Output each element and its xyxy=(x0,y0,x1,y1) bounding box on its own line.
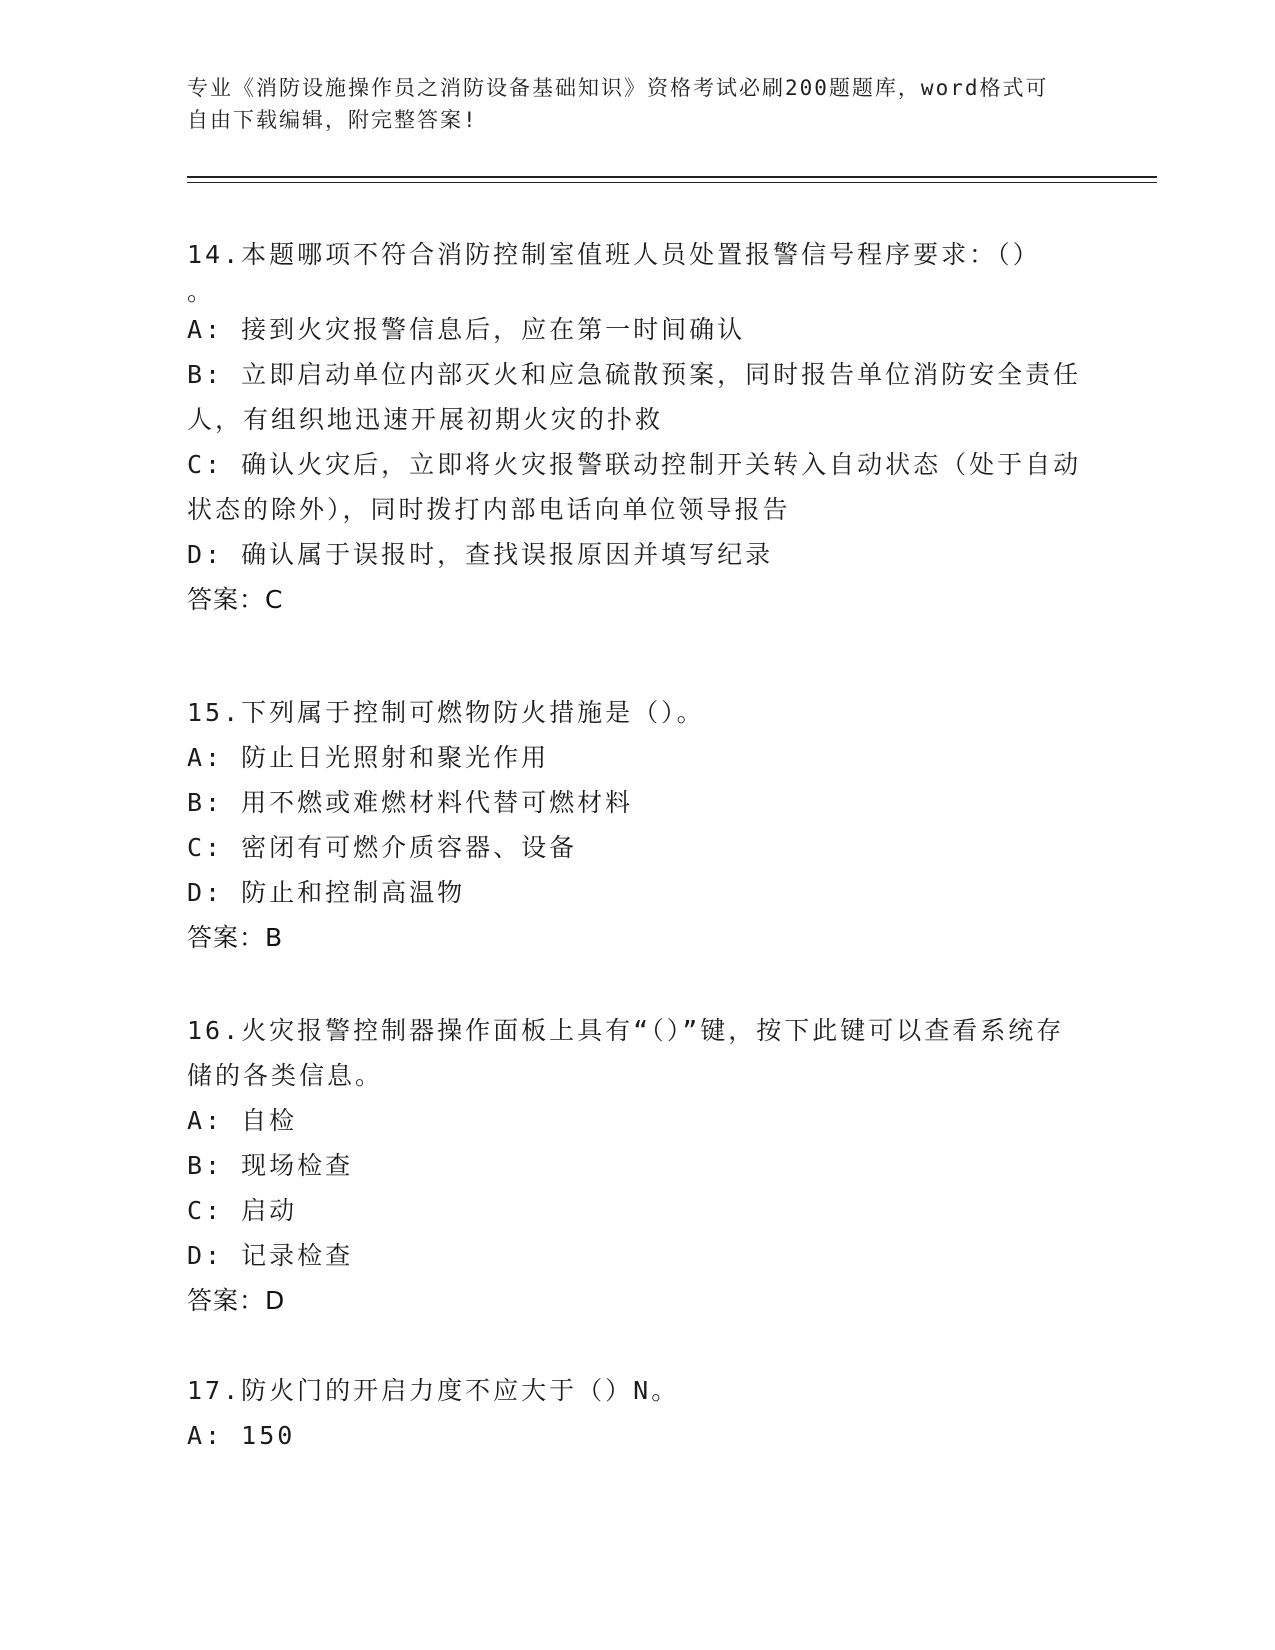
option-b: B: 立即启动单位内部灭火和应急硫散预案，同时报告单位消防安全责任人，有组织地迅速开展初期火灾的扑救 xyxy=(187,360,1082,434)
answer-label: 答案：B xyxy=(187,923,284,952)
document-intro: 专业《消防设施操作员之消防设备基础知识》资格考试必刷200题题库，word格式可自由下载编辑，附完整答案! xyxy=(187,76,1049,132)
option-c: C: 密闭有可燃介质容器、设备 xyxy=(187,833,578,862)
header-divider-top xyxy=(187,176,1157,178)
question-17 xyxy=(187,1368,1087,1458)
option-d: D: 记录检查 xyxy=(187,1241,354,1270)
header-divider-bottom xyxy=(187,182,1157,183)
question-stem: 14.本题哪项不符合消防控制室值班人员处置报警信号程序要求：（） xyxy=(187,240,1041,269)
option-a: A: 自检 xyxy=(187,1106,298,1135)
option-b: B: 用不燃或难燃材料代替可燃材料 xyxy=(187,788,634,817)
question-stem: 16.火灾报警控制器操作面板上具有“（）”键，按下此键可以查看系统存储的各类信息。 xyxy=(187,1016,1065,1090)
option-d: D: 防止和控制高温物 xyxy=(187,878,466,907)
question-stem: 15.下列属于控制可燃物防火措施是（）。 xyxy=(187,698,705,727)
question-16 xyxy=(187,1008,1087,1323)
option-a: A: 接到火灾报警信息后，应在第一时间确认 xyxy=(187,315,746,344)
option-d: D: 确认属于误报时，查找误报原因并填写纪录 xyxy=(187,540,774,569)
question-stem: 17.防火门的开启力度不应大于（）N。 xyxy=(187,1376,680,1405)
answer-label: 答案：C xyxy=(187,585,284,614)
option-a: A: 防止日光照射和聚光作用 xyxy=(187,743,550,772)
option-c: C: 确认火灾后，立即将火灾报警联动控制开关转入自动状态（处于自动状态的除外），同时拨打内部电话向单位领导报告 xyxy=(187,450,1082,524)
question-14 xyxy=(187,232,1087,622)
question-stem-tail: 。 xyxy=(187,277,216,306)
option-a: A: 150 xyxy=(187,1421,296,1450)
option-b: B: 现场检查 xyxy=(187,1151,354,1180)
answer-label: 答案：D xyxy=(187,1286,286,1315)
question-15 xyxy=(187,690,1087,960)
option-c: C: 启动 xyxy=(187,1196,298,1225)
